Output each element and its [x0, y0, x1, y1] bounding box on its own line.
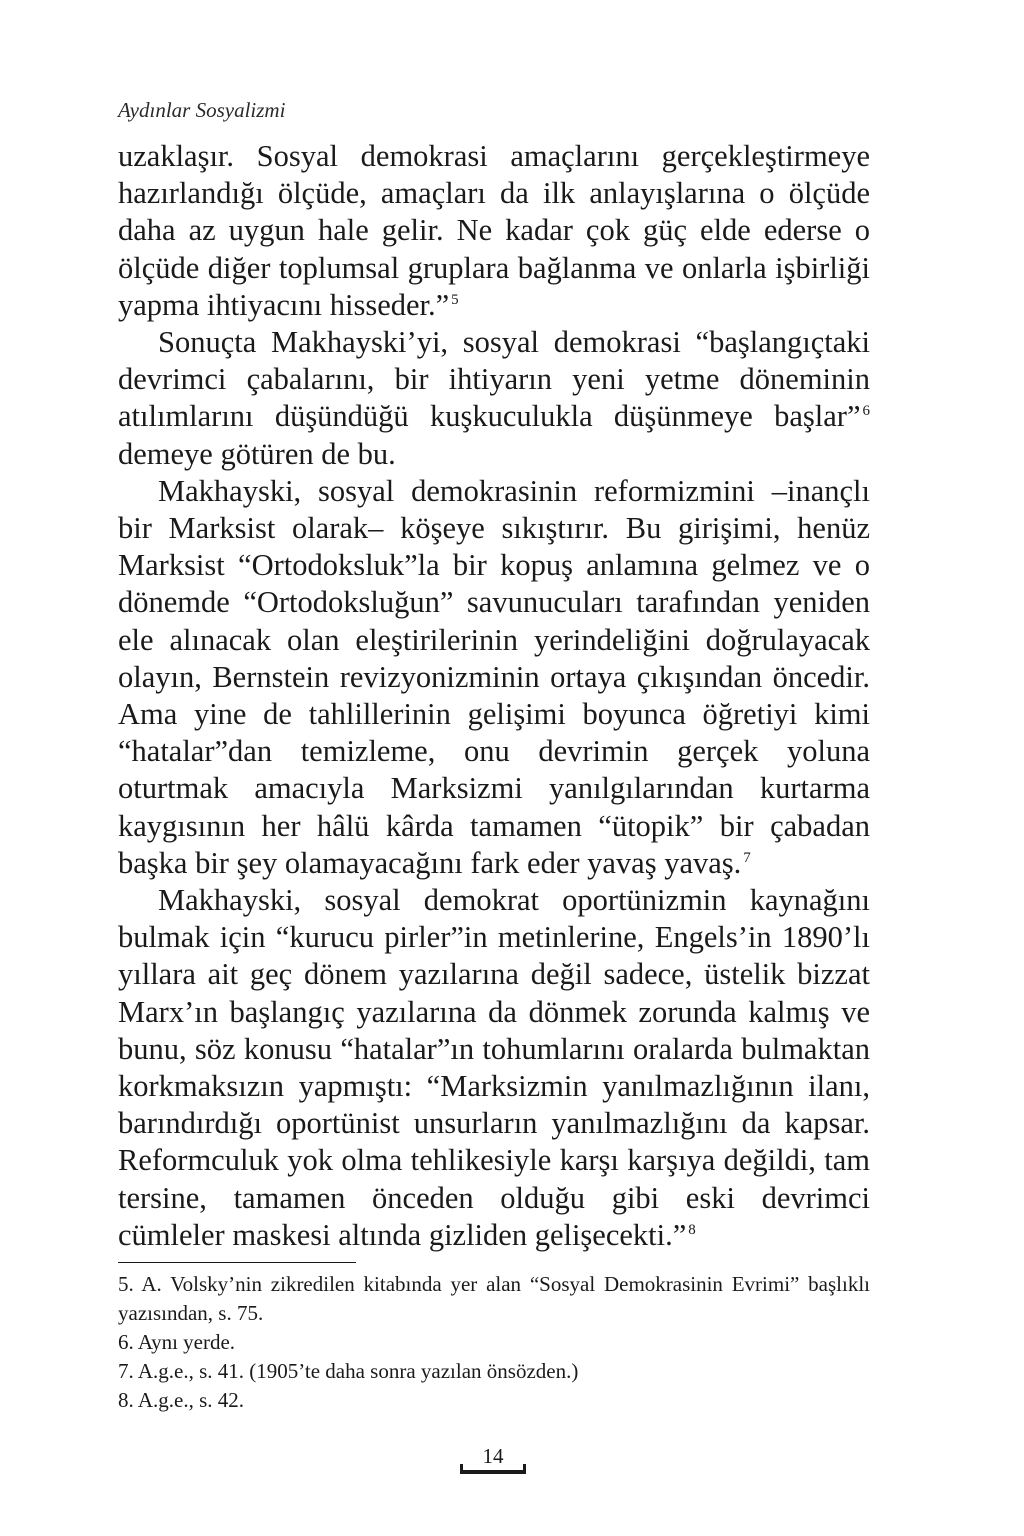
page-number-ornament: [460, 1470, 526, 1474]
footnote: 5. A. Volsky’nin zikredilen kitabında yer alan “Sosyal Demokrasinin Evrimi” başlıklı yazısından, s. 75.: [118, 1272, 870, 1325]
footnote: 6. Aynı yerde.: [118, 1330, 236, 1354]
paragraph-continued: [118, 138, 870, 324]
footnote-separator: [118, 1262, 356, 1263]
footnotes: [118, 1270, 870, 1415]
footnote: 7. A.g.e., s. 41. (1905’te daha sonra yazılan önsözden.): [118, 1359, 579, 1383]
footnote-reference: 7: [743, 849, 751, 866]
footnote-reference: 5: [451, 291, 459, 308]
page-number-block: [460, 1444, 526, 1476]
paragraph-text: Sonuçta Makhayski’yi, sosyal demokrasi “başlangıçtaki devrimci çabalarını, bir ihtiyarın yeni yetme döneminin atılımlarını düşündüğü kuşkuculukla düşünmeye başlar”: [118, 325, 870, 434]
paragraph-text: uzaklaşır. Sosyal demokrasi amaçlarını gerçekleştirmeye hazırlandığı ölçüde, amaçları da ilk anlayışlarına o ölçüde daha az uygun hale gelir. Ne kadar çok güç elde ederse o ölçüde diğer toplumsal gruplara bağlanma ve onlarla işbirliği yapma ihtiyacını hisseder.”: [118, 139, 870, 322]
footnote-reference: 6: [862, 403, 870, 420]
running-head: Aydınlar Sosyalizmi: [118, 98, 286, 122]
footnote: 8. A.g.e., s. 42.: [118, 1388, 244, 1412]
footnote-reference: 8: [688, 1221, 696, 1238]
paragraph: [118, 473, 870, 882]
paragraph-text: Makhayski, sosyal demokrasinin reformizmini –inançlı bir Marksist olarak– köşeye sıkıştırır. Bu girişimi, henüz Marksist “Ortodoksluk”la bir kopuş anlamına gelmez ve o dönemde “Ortodoksluğun” savunucuları tarafından yeniden ele alınacak olan eleştirilerinin yerindeliğini doğrulayacak olayın, Bernstein revizyonizminin ortaya çıkışından öncedir. Ama yine de tahlillerinin gelişimi boyunca öğretiyi kimi “hatalar”dan temizleme, onu devrimin gerçek yoluna oturtmak amacıyla Marksizmi yanılgılarından kurtarma kaygısının her hâlü kârda tamamen “ütopik” bir çabadan başka bir şey olamayacağını fark eder yavaş yavaş.: [118, 473, 870, 880]
paragraph-text: Makhayski, sosyal demokrat oportünizmin kaynağını bulmak için “kurucu pirler”in metinlerine, Engels’in 1890’lı yıllara ait geç dönem yazılarına değil sadece, üstelik bizzat Marx’ın başlangıç yazılarına da dönmek zorunda kalmış ve bunu, söz konusu “hatalar”ın tohumlarını oralarda bulmaktan korkmaksızın yapmıştı: “Marksizmin yanılmazlığının ilanı, barındırdığı oportünist unsurların yanılmazlığını da kapsar. Reformculuk yok olma tehlikesiyle karşı karşıya değildi, tam tersine, tamamen önceden olduğu gibi eski devrimci cümleler maskesi altında gizliden gelişecekti.”: [118, 883, 870, 1252]
paragraph: [118, 882, 870, 1254]
paragraph: [118, 324, 870, 473]
paragraph-text-after-note: demeye götüren de bu.: [118, 436, 396, 471]
body-text: [118, 138, 870, 1254]
page-number: 14: [482, 1444, 504, 1468]
